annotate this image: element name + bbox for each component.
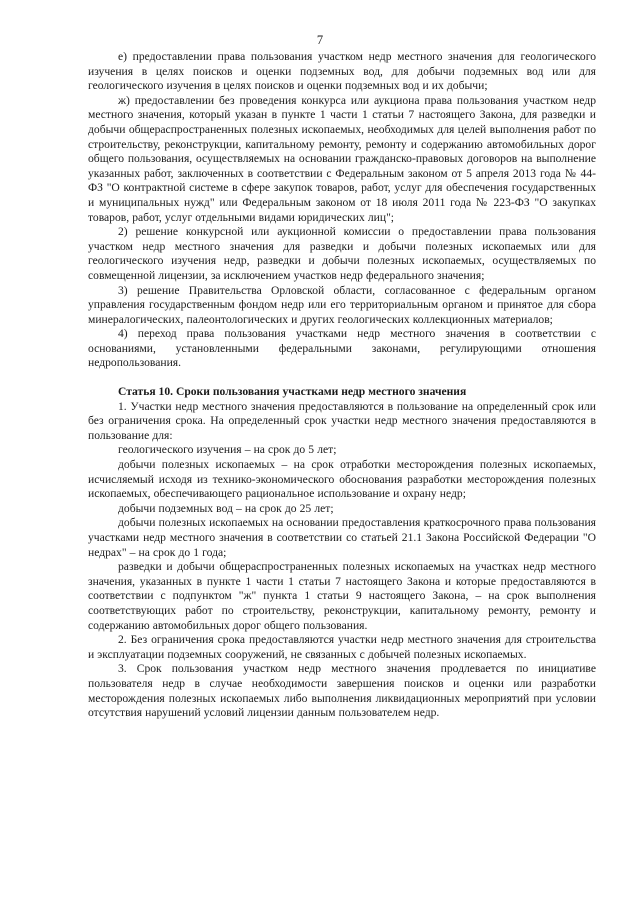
term-mineral-extraction: добычи полезных ископаемых – на срок отработки месторождения полезных ископаемых, исчисляемый исходя из технико-экономического обоснования разработки месторождения полезных ископаемых, обеспечивающего рациональное использование и охрану недр; [88, 458, 596, 501]
term-groundwater-extraction: добычи подземных вод – на срок до 25 лет; [118, 501, 334, 515]
article-10-point-3: 3. Срок пользования участком недр местного значения продлевается по инициативе пользователя недр в случае необходимости завершения поисков и оценки или разработки месторождения полезных ископаемых либо выполнения ликвидационных мероприятий при условии отсутствия нарушений условий лицензии данным пользователем недр. [88, 662, 596, 720]
article-10-title: Статья 10. Сроки пользования участками недр местного значения [118, 385, 467, 399]
paragraph-item-3: 3) решение Правительства Орловской области, согласованное с федеральным органом управления государственным фондом недр или его территориальным органом и принятое для сбора минералогических, палеонтологических и других геологических коллекционных материалов; [88, 283, 596, 326]
term-geological-study: геологического изучения – на срок до 5 лет; [118, 443, 337, 457]
term-short-term-right: добычи полезных ископаемых на основании предоставления краткосрочного права пользования участками недр местного значения в соответствии со статьей 21.1 Закона Российской Федерации "О недрах" – на срок до 1 года; [88, 516, 596, 559]
article-10-point-2: 2. Без ограничения срока предоставляются участки недр местного значения для строительства и эксплуатации подземных сооружений, не связанных с добычей полезных ископаемых. [88, 633, 596, 661]
article-10-point-1: 1. Участки недр местного значения предоставляются в пользование на определенный срок или без ограничения срока. На определенный срок участки недр местного значения предоставляются в пользование для: [88, 399, 596, 442]
paragraph-item-e: е) предоставлении права пользования участком недр местного значения для геологического изучения в целях поисков и оценки подземных вод, для добычи подземных вод или для геологического изучения в целях поисков и оценки подземных вод и их добычи; [88, 50, 596, 93]
paragraph-item-4: 4) переход права пользования участками недр местного значения в соответствии с основаниями, установленными федеральными законами, регулирующими отношения недропользования. [88, 327, 596, 370]
page-number: 7 [316, 33, 324, 47]
paragraph-item-zh: ж) предоставлении без проведения конкурса или аукциона права пользования участком недр местного значения, который указан в пункте 1 части 1 статьи 7 настоящего Закона, для разведки и добычи общераспространенных полезных ископаемых, необходимых для целей выполнения работ по строительству, реконструкции, капитальному ремонту, ремонту и содержанию автомобильных дорог общего пользования, осуществляемых на основании гражданско-правовых договоров на выполнение указанных работ, заключенных в соответствии с Федеральным законом от 5 апреля 2013 года № 44-ФЗ "О контрактной системе в сфере закупок товаров, работ, услуг для обеспечения государственных и муниципальных нужд" или Федеральным законом от 18 июля 2011 года № 223-ФЗ "О закупках товаров, работ, услуг отдельными видами юридических лиц"; [88, 93, 596, 224]
document-body [88, 50, 596, 721]
paragraph-item-2: 2) решение конкурсной или аукционной комиссии о предоставлении права пользования участком недр местного значения для разведки и добычи полезных ископаемых или для геологического изучения недр, разведки и добычи полезных ископаемых, осуществляемых по совмещенной лицензии, за исключением участков недр федерального значения; [88, 225, 596, 282]
term-road-works: разведки и добычи общераспространенных полезных ископаемых на участках недр местного значения, указанных в пункте 1 части 1 статьи 7 настоящего Закона и которые предоставляются в соответствии с подпунктом "ж" пункта 1 статьи 9 настоящего Закона, – на срок выполнения соответствующих работ по строительству, реконструкции, капитальному ремонту, ремонту и содержанию автомобильных дорог общего пользования. [88, 560, 596, 632]
